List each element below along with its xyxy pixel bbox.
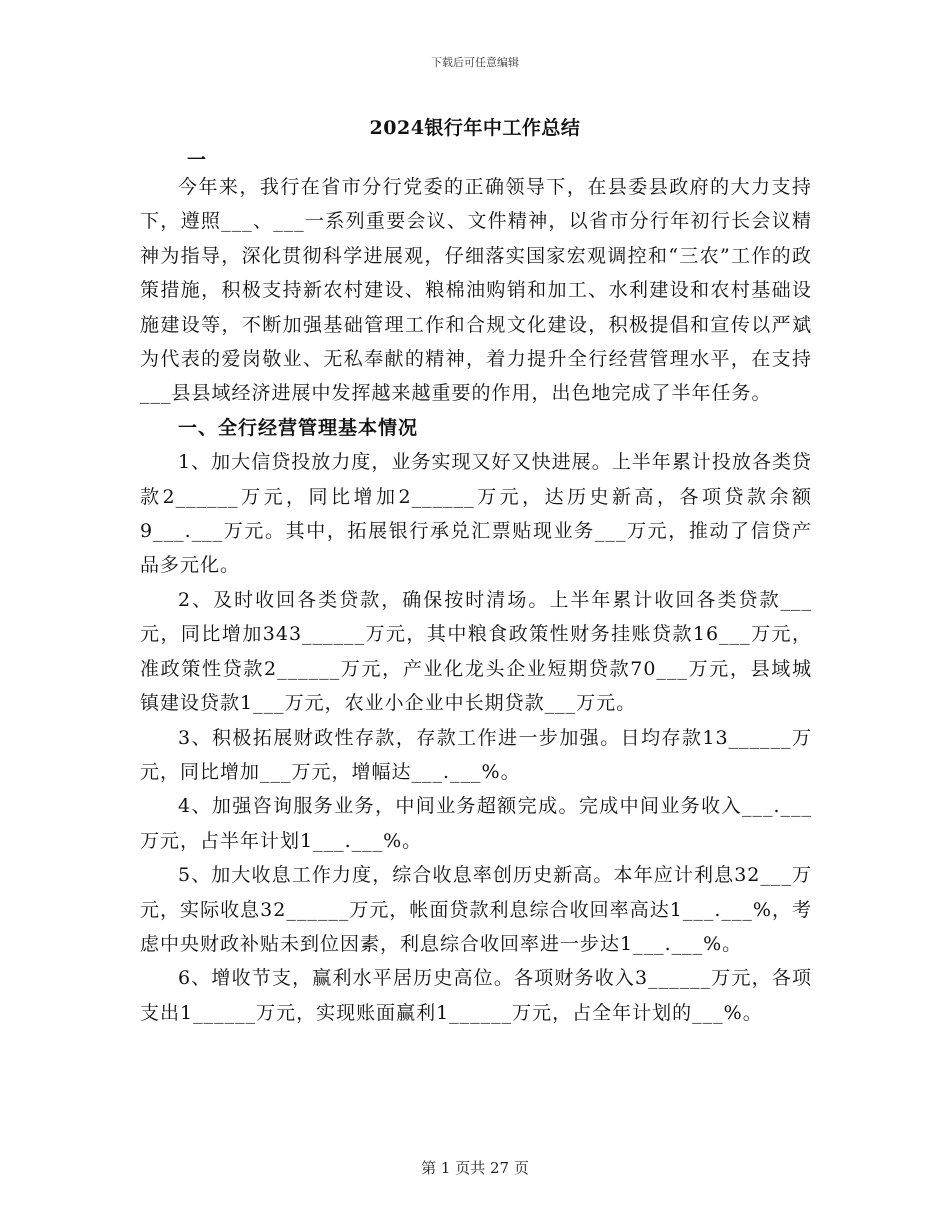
paragraph-item-4: 4、加强咨询服务业务，中间业务超额完成。完成中间业务收入___.___万元，占半年计划1___.___%。 — [140, 795, 812, 852]
paragraph-item-2: 2、及时收回各类贷款，确保按时清场。上半年累计收回各类贷款___元，同比增加343______万元，其中粮食政策性财务挂账贷款16___万元，准政策性贷款2______万元，产业化龙头企业短期贷款70___万元，县域城镇建设贷款1___万元，农业小企业中长期贷款___万元。 — [140, 588, 812, 715]
document-title: 2024银行年中工作总结 — [369, 117, 581, 139]
paragraph-item-6: 6、增收节支，赢利水平居历史高位。各项财务收入3______万元，各项支出1______万元，实现账面赢利1______万元，占全年计划的___%。 — [140, 967, 812, 1024]
paragraph-item-5: 5、加大收息工作力度，综合收息率创历史新高。本年应计利息32___万元，实际收息32______万元，帐面贷款利息综合收回率高达1___.___%，考虑中央财政补贴未到位因素，利息综合收回率进一步达1___.___%。 — [140, 864, 812, 955]
section-marker: 一 — [187, 149, 207, 171]
intro-paragraph: 今年来，我行在省市分行党委的正确领导下，在县委县政府的大力支持下，遵照___、___一系列重要会议、文件精神，以省市分行年初行长会议精神为指导，深化贯彻科学进展观，仔细落实国家宏观调控和“三农”工作的政策措施，积极支持新农村建设、粮棉油购销和加工、水利建设和农村基础设施建设等，不断加强基础管理工作和合规文化建设，积极提倡和宣传以严斌为代表的爱岗敬业、无私奉献的精神，着力提升全行经营管理水平，在支持___县县域经济进展中发挥越来越重要的作用，出色地完成了半年任务。 — [140, 176, 812, 405]
section-heading: 一、全行经营管理基本情况 — [178, 416, 419, 439]
paragraph-item-3: 3、积极拓展财政性存款，存款工作进一步加强。日均存款13______万元，同比增加___万元，增幅达___.___%。 — [140, 726, 812, 783]
page-header: 下载后可任意编辑 — [431, 56, 519, 69]
paragraph-item-1: 1、加大信贷投放力度，业务实现又好又快进展。上半年累计投放各类贷款2______万元，同比增加2______万元，达历史新高，各项贷款余额9___.___万元。其中，拓展银行承兑汇票贴现业务___万元，推动了信贷产品多元化。 — [140, 451, 812, 577]
page-footer: 第 1 页共 27 页 — [421, 1159, 529, 1177]
document-body — [140, 170, 812, 1030]
